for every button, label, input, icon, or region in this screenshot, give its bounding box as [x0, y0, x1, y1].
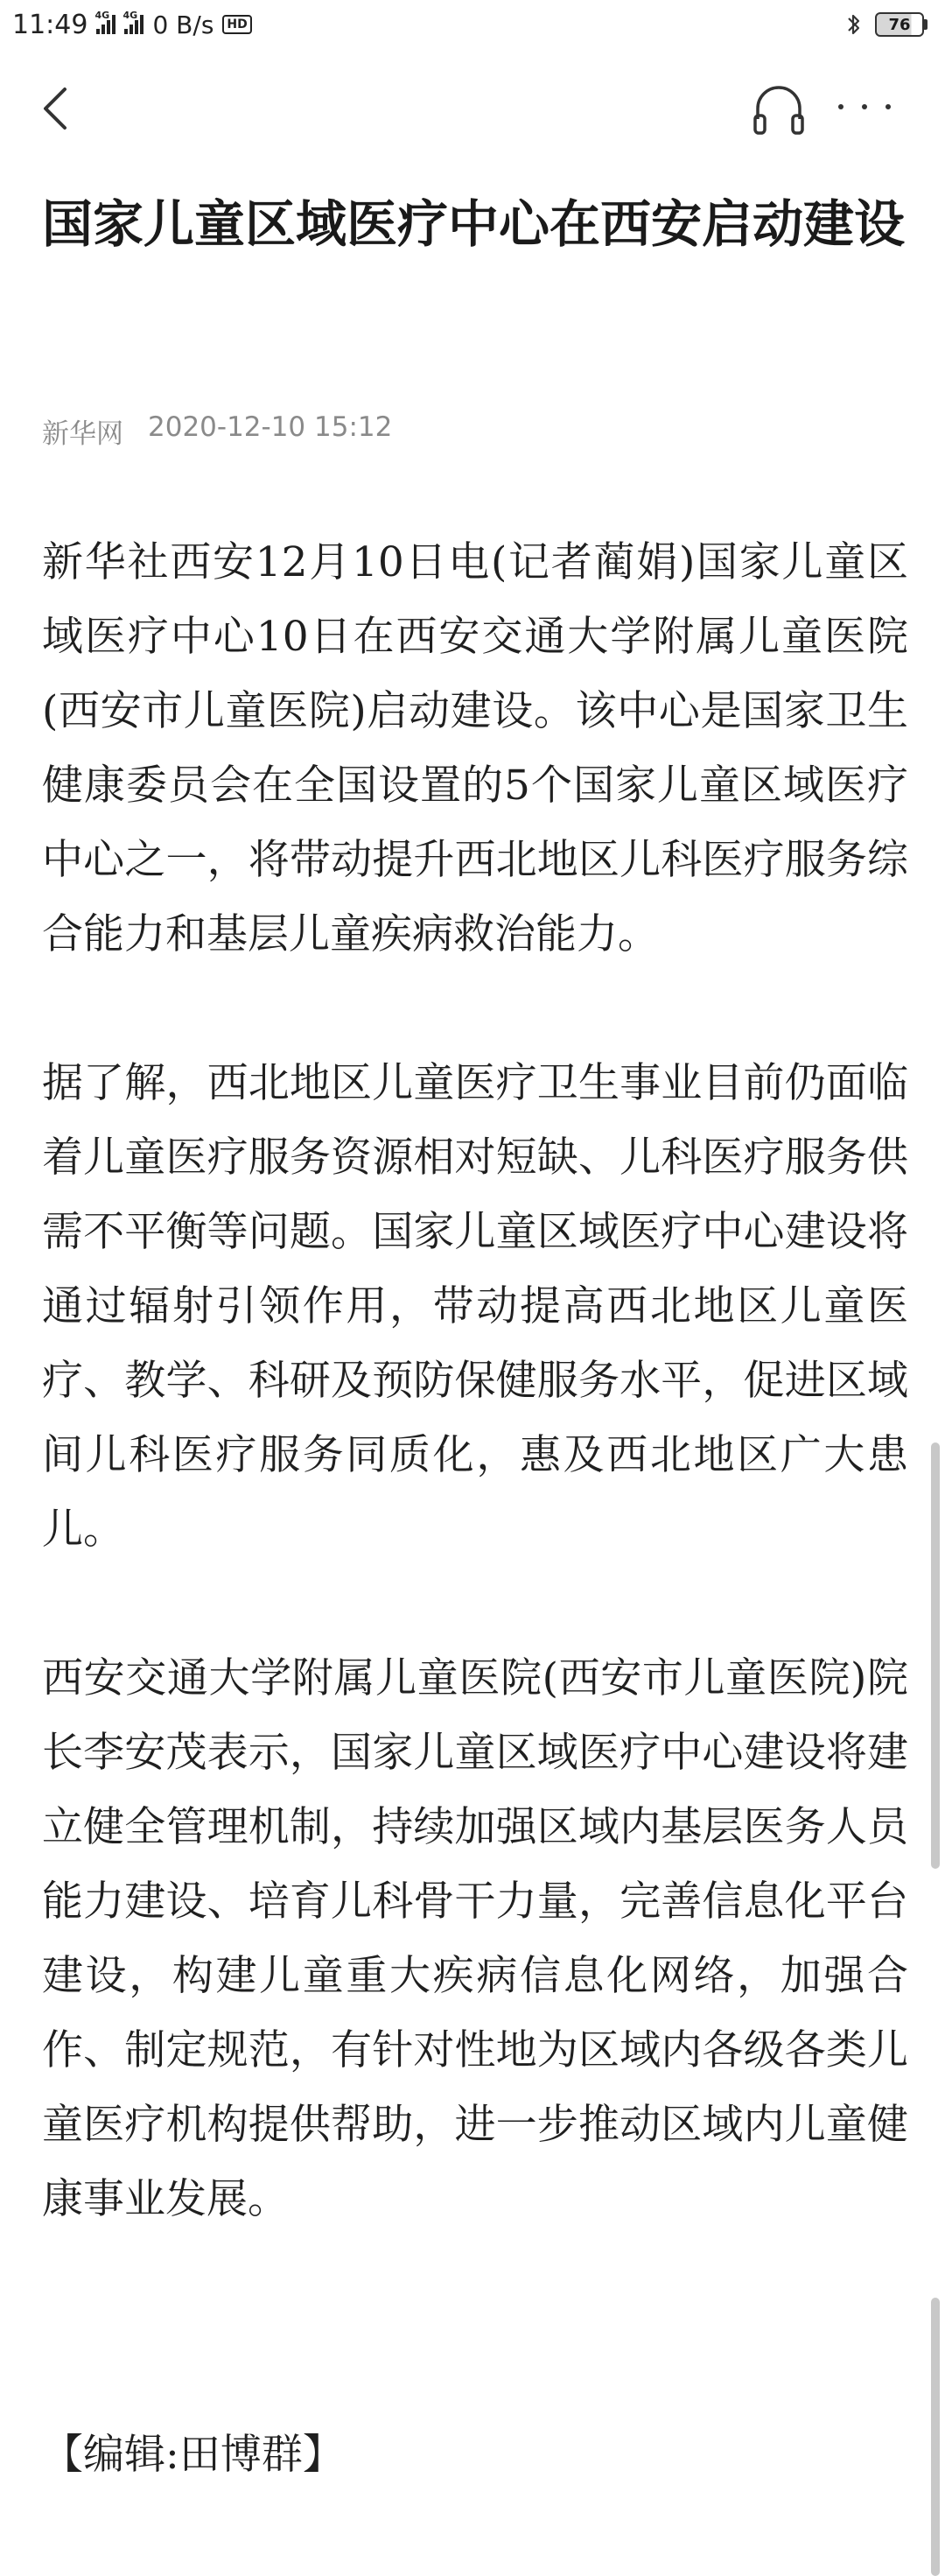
article-paragraph: 新华社西安12月10日电(记者蔺娟)国家儿童区域医疗中心10日在西安交通大学附属儿童医院(西安市儿童医院)启动建设。该中心是国家卫生健康委员会在全国设置的5个国家儿童区域医疗中心之一，将带动提升西北地区儿科医疗服务综合能力和基层儿童疾病救治能力。: [42, 538, 908, 958]
hd-badge: HD: [222, 15, 251, 34]
bluetooth-icon: [845, 12, 863, 37]
signal-icon: 4G: [96, 15, 116, 34]
scrollbar-track-segment: [931, 2298, 940, 2576]
nav-bar: [0, 63, 945, 151]
article-paragraph: 据了解，西北地区儿童医疗卫生事业目前仍面临着儿童医疗服务资源相对短缺、儿科医疗服务供需不平衡等问题。国家儿童区域医疗中心建设将通过辐射引领作用，带动提高西北地区儿童医疗、教学、科研及预防保健服务水平，促进区域间儿科医疗服务同质化，惠及西北地区广大患儿。: [42, 1059, 908, 1554]
headphones-icon[interactable]: [751, 82, 807, 135]
article-body: [42, 525, 908, 2311]
signal-icon-2: 4G: [124, 15, 144, 34]
article-paragraph: 西安交通大学附属儿童医院(西安市儿童医院)院长李安茂表示，国家儿童区域医疗中心建设将建立健全管理机制，持续加强区域内基层医务人员能力建设、培育儿科骨干力量，完善信息化平台建设，构建儿童重大疾病信息化网络，加强合作、制定规范，有针对性地为区域内各级各类儿童医疗机构提供帮助，进一步推动区域内儿童健康事业发展。: [42, 1654, 908, 2223]
scrollbar-thumb[interactable]: [931, 1442, 940, 1869]
battery-level: 76: [875, 12, 924, 37]
battery-icon: [875, 12, 928, 37]
status-time: 11:49: [12, 9, 88, 40]
article-datetime: 2020-12-10 15:12: [148, 411, 393, 443]
article-title: 国家儿童区域医疗中心在西安启动建设: [42, 194, 906, 254]
article-source[interactable]: 新华网: [42, 418, 123, 450]
article-meta: [42, 411, 392, 451]
network-speed: 0 B/s: [152, 10, 214, 39]
more-icon[interactable]: [838, 96, 891, 117]
status-bar: [0, 0, 945, 49]
article-editor: 【编辑:田博群】: [42, 2431, 344, 2479]
back-icon[interactable]: [35, 84, 79, 133]
